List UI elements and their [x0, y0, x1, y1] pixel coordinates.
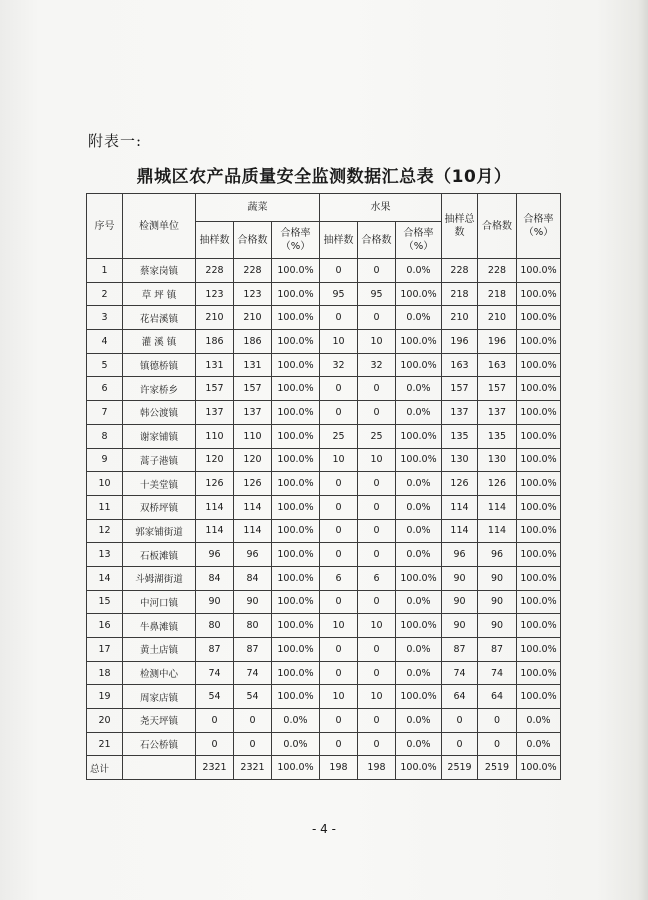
cell-veg-pass: 157 [234, 377, 272, 401]
page-title: 鼎城区农产品质量安全监测数据汇总表（10月） [136, 167, 512, 187]
cell-veg-rate: 100.0% [272, 495, 320, 519]
cell-seq: 13 [87, 543, 123, 567]
cell-total-rate: 100.0% [517, 685, 561, 709]
table-row [87, 732, 561, 756]
cell-veg-rate: 100.0% [272, 448, 320, 472]
cell-veg-samples: 87 [196, 638, 234, 662]
cell-fruit-rate: 0.0% [396, 401, 442, 425]
cell-fruit-samples: 0 [320, 259, 358, 283]
cell-veg-rate: 100.0% [272, 330, 320, 354]
table-body [87, 259, 561, 780]
cell-total-pass: 135 [478, 424, 517, 448]
cell-fruit-pass: 0 [358, 401, 396, 425]
cell-total-pass: 114 [478, 519, 517, 543]
cell-total-samples: 114 [442, 495, 478, 519]
header-vegetable-group: 蔬菜 [196, 194, 320, 222]
cell-total-rate: 100.0% [517, 661, 561, 685]
cell-veg-samples: 90 [196, 590, 234, 614]
table-row [87, 566, 561, 590]
cell-seq: 11 [87, 495, 123, 519]
cell-total-rate: 100.0% [517, 448, 561, 472]
cell-veg-pass: 186 [234, 330, 272, 354]
cell-veg-rate: 100.0% [272, 638, 320, 662]
cell-seq: 17 [87, 638, 123, 662]
cell-unit: 谢家铺镇 [123, 424, 196, 448]
cell-veg-rate: 100.0% [272, 424, 320, 448]
cell-total-pass: 137 [478, 401, 517, 425]
cell-seq: 18 [87, 661, 123, 685]
cell-total-rate: 100.0% [517, 282, 561, 306]
cell-unit: 郭家铺街道 [123, 519, 196, 543]
cell-seq: 4 [87, 330, 123, 354]
cell-total-pass: 163 [478, 353, 517, 377]
cell-veg-rate: 100.0% [272, 259, 320, 283]
cell-total-pass: 74 [478, 661, 517, 685]
cell-total-pass: 64 [478, 685, 517, 709]
cell-fruit-rate: 0.0% [396, 661, 442, 685]
cell-total-samples: 137 [442, 401, 478, 425]
table-row [87, 353, 561, 377]
cell-total-samples: 157 [442, 377, 478, 401]
total-unit-empty [123, 756, 196, 780]
cell-fruit-pass: 10 [358, 614, 396, 638]
cell-total-rate: 100.0% [517, 401, 561, 425]
table-row [87, 472, 561, 496]
cell-veg-rate: 100.0% [272, 685, 320, 709]
cell-unit: 中河口镇 [123, 590, 196, 614]
cell-total-pass: 210 [478, 306, 517, 330]
cell-fruit-pass: 0 [358, 519, 396, 543]
cell-fruit-rate: 0.0% [396, 377, 442, 401]
scan-edge-shadow [638, 0, 648, 900]
cell-unit: 检测中心 [123, 661, 196, 685]
total-cell-total-samples: 2519 [442, 756, 478, 780]
cell-fruit-samples: 0 [320, 543, 358, 567]
cell-seq: 12 [87, 519, 123, 543]
total-cell-total-pass: 2519 [478, 756, 517, 780]
cell-fruit-samples: 0 [320, 638, 358, 662]
cell-fruit-pass: 10 [358, 448, 396, 472]
cell-veg-pass: 54 [234, 685, 272, 709]
header-veg-rate: 合格率（%） [272, 222, 320, 259]
cell-total-rate: 0.0% [517, 732, 561, 756]
table-row [87, 306, 561, 330]
cell-seq: 21 [87, 732, 123, 756]
cell-fruit-rate: 100.0% [396, 448, 442, 472]
total-cell-fruit-rate: 100.0% [396, 756, 442, 780]
cell-fruit-samples: 0 [320, 590, 358, 614]
cell-fruit-pass: 25 [358, 424, 396, 448]
cell-veg-pass: 0 [234, 732, 272, 756]
cell-unit: 灌 溪 镇 [123, 330, 196, 354]
cell-veg-samples: 186 [196, 330, 234, 354]
cell-seq: 20 [87, 709, 123, 733]
cell-total-pass: 196 [478, 330, 517, 354]
cell-veg-rate: 0.0% [272, 732, 320, 756]
cell-total-samples: 126 [442, 472, 478, 496]
cell-total-pass: 218 [478, 282, 517, 306]
cell-total-pass: 87 [478, 638, 517, 662]
cell-total-rate: 100.0% [517, 424, 561, 448]
cell-fruit-pass: 0 [358, 306, 396, 330]
total-cell-veg-pass: 2321 [234, 756, 272, 780]
cell-total-samples: 90 [442, 590, 478, 614]
cell-seq: 10 [87, 472, 123, 496]
cell-unit: 花岩溪镇 [123, 306, 196, 330]
header-total-pass: 合格数 [478, 194, 517, 259]
cell-total-samples: 64 [442, 685, 478, 709]
cell-veg-samples: 120 [196, 448, 234, 472]
cell-fruit-samples: 10 [320, 614, 358, 638]
cell-veg-pass: 126 [234, 472, 272, 496]
cell-unit: 草 坪 镇 [123, 282, 196, 306]
cell-fruit-pass: 0 [358, 259, 396, 283]
cell-unit: 韩公渡镇 [123, 401, 196, 425]
cell-fruit-pass: 10 [358, 330, 396, 354]
header-total-rate: 合格率（%） [517, 194, 561, 259]
cell-total-pass: 0 [478, 709, 517, 733]
cell-fruit-rate: 100.0% [396, 282, 442, 306]
cell-fruit-pass: 0 [358, 661, 396, 685]
cell-fruit-rate: 100.0% [396, 353, 442, 377]
cell-total-samples: 90 [442, 566, 478, 590]
cell-unit: 许家桥乡 [123, 377, 196, 401]
page-number: - 4 - [312, 822, 336, 836]
cell-total-pass: 96 [478, 543, 517, 567]
cell-fruit-rate: 0.0% [396, 519, 442, 543]
table-row [87, 519, 561, 543]
cell-total-pass: 130 [478, 448, 517, 472]
cell-veg-samples: 210 [196, 306, 234, 330]
cell-unit: 双桥坪镇 [123, 495, 196, 519]
cell-total-rate: 100.0% [517, 590, 561, 614]
cell-fruit-pass: 0 [358, 377, 396, 401]
cell-fruit-rate: 100.0% [396, 330, 442, 354]
cell-veg-samples: 80 [196, 614, 234, 638]
cell-veg-rate: 100.0% [272, 614, 320, 638]
cell-veg-pass: 90 [234, 590, 272, 614]
cell-veg-pass: 114 [234, 495, 272, 519]
cell-veg-samples: 54 [196, 685, 234, 709]
cell-total-rate: 100.0% [517, 306, 561, 330]
cell-total-samples: 96 [442, 543, 478, 567]
cell-seq: 16 [87, 614, 123, 638]
cell-veg-rate: 100.0% [272, 306, 320, 330]
cell-unit: 尧天坪镇 [123, 709, 196, 733]
cell-unit: 周家店镇 [123, 685, 196, 709]
cell-fruit-rate: 0.0% [396, 495, 442, 519]
total-cell-total-rate: 100.0% [517, 756, 561, 780]
cell-veg-pass: 80 [234, 614, 272, 638]
cell-veg-samples: 137 [196, 401, 234, 425]
total-cell-fruit-samples: 198 [320, 756, 358, 780]
header-fruit-samples: 抽样数 [320, 222, 358, 259]
total-cell-veg-samples: 2321 [196, 756, 234, 780]
cell-veg-samples: 131 [196, 353, 234, 377]
header-fruit-rate: 合格率（%） [396, 222, 442, 259]
cell-veg-pass: 123 [234, 282, 272, 306]
cell-veg-samples: 114 [196, 495, 234, 519]
cell-fruit-samples: 0 [320, 709, 358, 733]
cell-fruit-samples: 10 [320, 685, 358, 709]
table-row [87, 661, 561, 685]
cell-total-pass: 114 [478, 495, 517, 519]
cell-total-samples: 0 [442, 709, 478, 733]
cell-veg-pass: 131 [234, 353, 272, 377]
cell-veg-samples: 126 [196, 472, 234, 496]
cell-veg-pass: 84 [234, 566, 272, 590]
cell-veg-pass: 120 [234, 448, 272, 472]
cell-veg-samples: 96 [196, 543, 234, 567]
cell-veg-samples: 0 [196, 732, 234, 756]
cell-veg-rate: 100.0% [272, 472, 320, 496]
table-row [87, 590, 561, 614]
cell-veg-pass: 137 [234, 401, 272, 425]
cell-veg-rate: 100.0% [272, 353, 320, 377]
cell-seq: 8 [87, 424, 123, 448]
cell-fruit-samples: 0 [320, 472, 358, 496]
cell-fruit-rate: 0.0% [396, 638, 442, 662]
cell-veg-pass: 96 [234, 543, 272, 567]
cell-total-samples: 90 [442, 614, 478, 638]
header-unit: 检测单位 [123, 194, 196, 259]
cell-veg-rate: 100.0% [272, 661, 320, 685]
cell-total-samples: 218 [442, 282, 478, 306]
cell-veg-samples: 110 [196, 424, 234, 448]
cell-fruit-pass: 0 [358, 709, 396, 733]
cell-veg-pass: 228 [234, 259, 272, 283]
cell-veg-rate: 100.0% [272, 377, 320, 401]
cell-veg-samples: 74 [196, 661, 234, 685]
cell-fruit-samples: 25 [320, 424, 358, 448]
cell-fruit-rate: 0.0% [396, 590, 442, 614]
cell-total-rate: 100.0% [517, 519, 561, 543]
cell-veg-samples: 114 [196, 519, 234, 543]
cell-total-pass: 90 [478, 566, 517, 590]
table-row [87, 282, 561, 306]
cell-total-rate: 100.0% [517, 259, 561, 283]
cell-total-samples: 196 [442, 330, 478, 354]
cell-unit: 镇德桥镇 [123, 353, 196, 377]
cell-veg-rate: 100.0% [272, 282, 320, 306]
cell-fruit-rate: 0.0% [396, 709, 442, 733]
cell-total-samples: 135 [442, 424, 478, 448]
table-row [87, 424, 561, 448]
table-row [87, 543, 561, 567]
table-header [87, 194, 561, 259]
cell-veg-rate: 100.0% [272, 543, 320, 567]
cell-veg-rate: 100.0% [272, 566, 320, 590]
cell-unit: 蔡家岗镇 [123, 259, 196, 283]
cell-fruit-samples: 0 [320, 661, 358, 685]
cell-fruit-pass: 0 [358, 472, 396, 496]
cell-fruit-samples: 10 [320, 330, 358, 354]
cell-total-rate: 100.0% [517, 353, 561, 377]
cell-fruit-samples: 10 [320, 448, 358, 472]
cell-total-rate: 100.0% [517, 495, 561, 519]
header-veg-samples: 抽样数 [196, 222, 234, 259]
cell-veg-pass: 210 [234, 306, 272, 330]
cell-total-samples: 74 [442, 661, 478, 685]
cell-fruit-rate: 0.0% [396, 306, 442, 330]
cell-unit: 十美堂镇 [123, 472, 196, 496]
table-row [87, 377, 561, 401]
cell-total-samples: 130 [442, 448, 478, 472]
cell-fruit-samples: 0 [320, 306, 358, 330]
cell-total-rate: 100.0% [517, 614, 561, 638]
table-row [87, 330, 561, 354]
cell-fruit-rate: 0.0% [396, 259, 442, 283]
cell-veg-pass: 0 [234, 709, 272, 733]
cell-total-samples: 114 [442, 519, 478, 543]
header-fruit-pass: 合格数 [358, 222, 396, 259]
cell-total-samples: 0 [442, 732, 478, 756]
table-row [87, 448, 561, 472]
cell-fruit-pass: 0 [358, 638, 396, 662]
cell-total-rate: 100.0% [517, 472, 561, 496]
cell-unit: 蒿子港镇 [123, 448, 196, 472]
cell-veg-rate: 100.0% [272, 590, 320, 614]
header-total-samples: 抽样总数 [442, 194, 478, 259]
cell-fruit-rate: 0.0% [396, 543, 442, 567]
cell-fruit-rate: 0.0% [396, 732, 442, 756]
cell-fruit-samples: 32 [320, 353, 358, 377]
cell-veg-samples: 228 [196, 259, 234, 283]
cell-seq: 7 [87, 401, 123, 425]
cell-fruit-rate: 100.0% [396, 685, 442, 709]
cell-veg-pass: 87 [234, 638, 272, 662]
cell-total-rate: 100.0% [517, 377, 561, 401]
table-row [87, 638, 561, 662]
cell-veg-rate: 100.0% [272, 519, 320, 543]
cell-total-rate: 100.0% [517, 330, 561, 354]
total-row [87, 756, 561, 780]
table-row [87, 685, 561, 709]
cell-unit: 斗姆湖街道 [123, 566, 196, 590]
cell-seq: 9 [87, 448, 123, 472]
cell-veg-pass: 110 [234, 424, 272, 448]
cell-veg-samples: 157 [196, 377, 234, 401]
header-fruit-group: 水果 [320, 194, 442, 222]
cell-seq: 1 [87, 259, 123, 283]
cell-total-pass: 157 [478, 377, 517, 401]
cell-fruit-pass: 10 [358, 685, 396, 709]
total-label: 总计 [87, 756, 123, 780]
table-row [87, 614, 561, 638]
cell-veg-pass: 74 [234, 661, 272, 685]
cell-total-samples: 163 [442, 353, 478, 377]
cell-seq: 3 [87, 306, 123, 330]
cell-unit: 石板滩镇 [123, 543, 196, 567]
cell-total-samples: 228 [442, 259, 478, 283]
cell-veg-samples: 84 [196, 566, 234, 590]
header-seq: 序号 [87, 194, 123, 259]
cell-unit: 牛鼻滩镇 [123, 614, 196, 638]
cell-total-pass: 228 [478, 259, 517, 283]
cell-unit: 石公桥镇 [123, 732, 196, 756]
cell-fruit-pass: 0 [358, 590, 396, 614]
appendix-label: 附表一: [88, 132, 143, 150]
cell-seq: 6 [87, 377, 123, 401]
table-row [87, 709, 561, 733]
cell-total-rate: 100.0% [517, 566, 561, 590]
cell-fruit-samples: 0 [320, 732, 358, 756]
cell-veg-samples: 0 [196, 709, 234, 733]
cell-fruit-pass: 95 [358, 282, 396, 306]
cell-fruit-samples: 6 [320, 566, 358, 590]
cell-total-rate: 100.0% [517, 543, 561, 567]
total-cell-veg-rate: 100.0% [272, 756, 320, 780]
cell-veg-rate: 0.0% [272, 709, 320, 733]
cell-seq: 14 [87, 566, 123, 590]
cell-seq: 5 [87, 353, 123, 377]
cell-fruit-samples: 0 [320, 495, 358, 519]
cell-veg-rate: 100.0% [272, 401, 320, 425]
header-veg-pass: 合格数 [234, 222, 272, 259]
cell-total-rate: 100.0% [517, 638, 561, 662]
cell-seq: 15 [87, 590, 123, 614]
table-row [87, 259, 561, 283]
cell-total-rate: 0.0% [517, 709, 561, 733]
cell-fruit-samples: 0 [320, 519, 358, 543]
cell-total-pass: 0 [478, 732, 517, 756]
cell-fruit-samples: 0 [320, 377, 358, 401]
table-row [87, 495, 561, 519]
cell-fruit-samples: 0 [320, 401, 358, 425]
monitoring-summary-table [86, 193, 561, 780]
table-row [87, 401, 561, 425]
cell-fruit-samples: 95 [320, 282, 358, 306]
cell-fruit-pass: 0 [358, 543, 396, 567]
cell-fruit-pass: 0 [358, 495, 396, 519]
cell-fruit-rate: 100.0% [396, 424, 442, 448]
cell-unit: 黄土店镇 [123, 638, 196, 662]
cell-total-samples: 87 [442, 638, 478, 662]
cell-fruit-rate: 0.0% [396, 472, 442, 496]
cell-seq: 19 [87, 685, 123, 709]
cell-veg-samples: 123 [196, 282, 234, 306]
cell-veg-pass: 114 [234, 519, 272, 543]
cell-total-pass: 90 [478, 614, 517, 638]
cell-fruit-pass: 32 [358, 353, 396, 377]
cell-total-pass: 90 [478, 590, 517, 614]
total-cell-fruit-pass: 198 [358, 756, 396, 780]
cell-fruit-rate: 100.0% [396, 614, 442, 638]
cell-total-pass: 126 [478, 472, 517, 496]
cell-total-samples: 210 [442, 306, 478, 330]
cell-fruit-pass: 0 [358, 732, 396, 756]
cell-fruit-pass: 6 [358, 566, 396, 590]
cell-seq: 2 [87, 282, 123, 306]
cell-fruit-rate: 100.0% [396, 566, 442, 590]
